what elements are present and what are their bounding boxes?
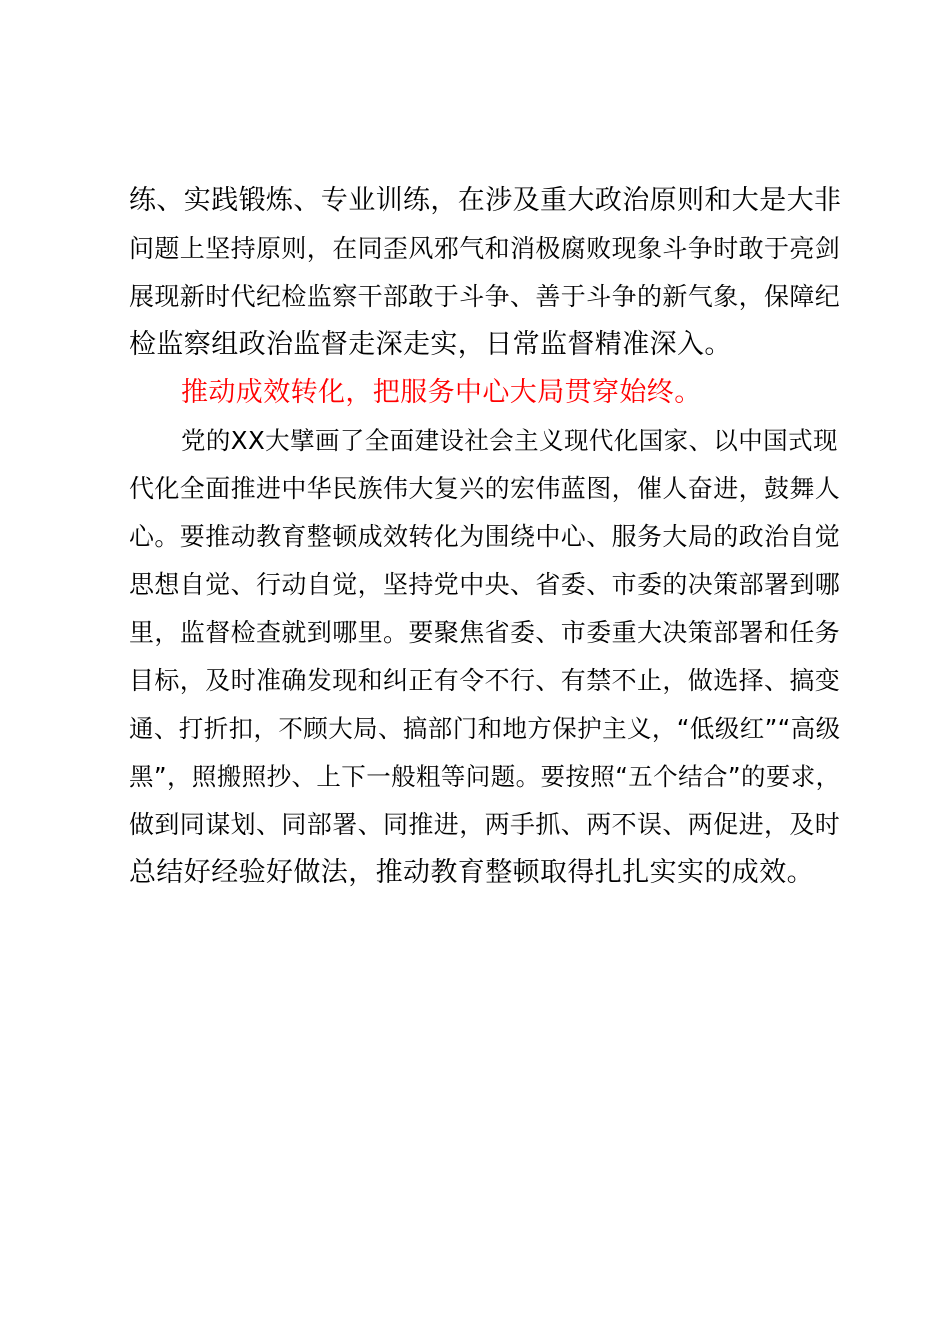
- paragraph-line: 思想自觉、行动自觉，坚持党中央、省委、市委的决策部署到哪: [129, 570, 841, 599]
- paragraph-line: 黑”，照搬照抄、上下一般粗等问题。要按照“五个结合”的要求，: [129, 762, 841, 791]
- paragraph-line: 做到同谋划、同部署、同推进，两手抓、两不误、两促进，及时: [129, 810, 841, 839]
- section-heading: 推动成效转化，把服务中心大局贯穿始终。: [181, 377, 702, 408]
- paragraph-line: 通、打折扣，不顾大局、搞部门和地方保护主义，“低级红”“高级: [129, 714, 841, 743]
- paragraph-line: 练、实践锻炼、专业训练，在涉及重大政治原则和大是大非: [129, 185, 842, 216]
- paragraph-line: 党的XX大擘画了全面建设社会主义现代化国家、以中国式现: [181, 426, 838, 455]
- paragraph-line: 心。要推动教育整顿成效转化为围绕中心、服务大局的政治自觉: [129, 522, 841, 551]
- paragraph-line: 问题上坚持原则，在同歪风邪气和消极腐败现象斗争时敢于亮剑: [129, 234, 841, 263]
- paragraph-line: 代化全面推进中华民族伟大复兴的宏伟蓝图，催人奋进，鼓舞人: [129, 474, 841, 503]
- paragraph-line: 检监察组政治监督走深走实，日常监督精准深入。: [129, 329, 732, 360]
- paragraph-line: 展现新时代纪检监察干部敢于斗争、善于斗争的新气象，保障纪: [129, 282, 841, 311]
- paragraph-line: 里，监督检查就到哪里。要聚焦省委、市委重大决策部署和任务: [129, 618, 841, 647]
- paragraph-line: 目标，及时准确发现和纠正有令不行、有禁不止，做选择、搞变: [129, 666, 841, 695]
- paragraph-line: 总结好经验好做法，推动教育整顿取得扎扎实实的成效。: [129, 857, 814, 888]
